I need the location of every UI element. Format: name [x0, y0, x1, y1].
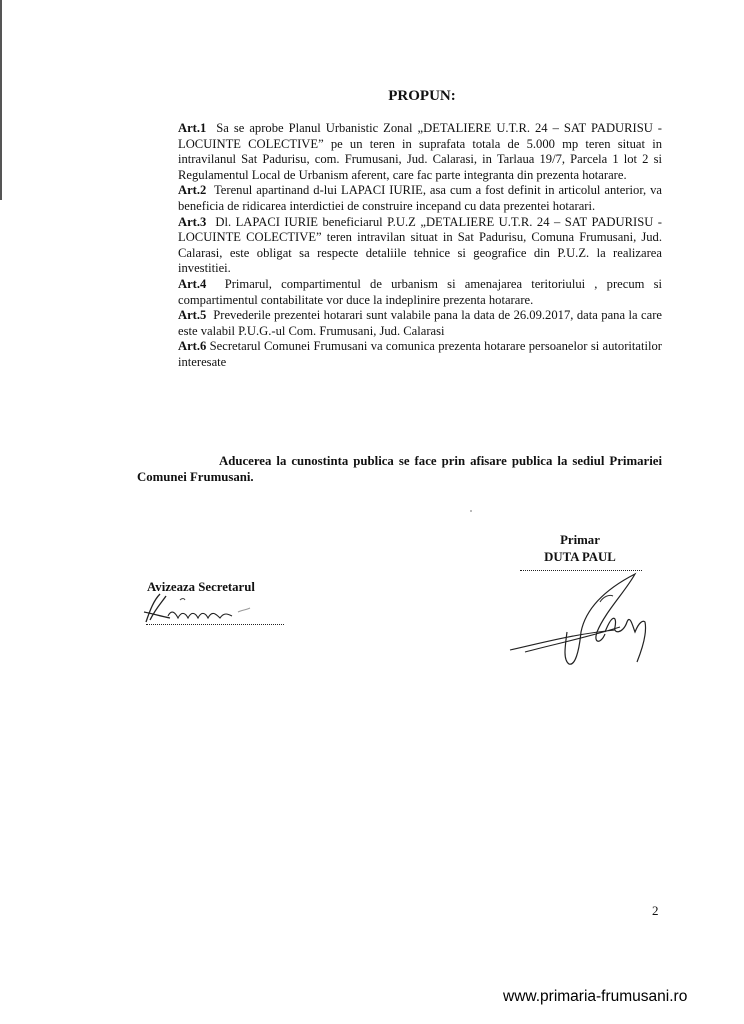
article-1	[178, 121, 662, 183]
article-3	[178, 215, 662, 277]
article-4	[178, 277, 662, 308]
article-label: Art.3	[178, 214, 207, 229]
article-5	[178, 308, 662, 339]
article-text: Sa se aprobe Planul Urbanistic Zonal „DETALIERE U.T.R. 24 – SAT PADURISU - LOCUINTE COLECTIVE” pe un teren in suprafata totala de 5.000 mp teren situat in intravilanul Sat Padurisu, com. Frumusani, Jud. Calarasi, in Tarlaua 19/7, Parcela 1 lot 2 si Regulamentul Local de Urbanism aferent, care fac parte integranta din prezenta hotarare.	[178, 121, 662, 182]
article-label: Art.1	[178, 121, 207, 135]
article-text: Prevederile prezentei hotarari sunt valabile pana la data de 26.09.2017, data pana la care este valabil P.U.G.-ul Com. Frumusani, Jud. Calarasi	[178, 308, 663, 338]
article-2	[178, 183, 662, 214]
mayor-signature-line	[520, 568, 642, 571]
mayor-block	[515, 532, 645, 566]
secretary-signature-line	[146, 622, 284, 625]
document-title: PROPUN:	[388, 88, 456, 104]
page-number: 2	[652, 903, 659, 918]
mayor-name: DUTA PAUL	[544, 550, 616, 564]
secretary-label: Avizeaza Secretarul	[147, 580, 255, 594]
mayor-role: Primar	[560, 533, 600, 547]
mayor-signature	[505, 572, 675, 672]
article-text: Primarul, compartimentul de urbanism si amenajarea teritoriului , precum si compartimentul contabilitate vor duce la indeplinire prezenta hotarare.	[178, 276, 662, 307]
article-6	[178, 339, 662, 370]
public-notice: Aducerea la cunostinta publica se face prin afisare publica la sediul Primariei Comunei Frumusani.	[137, 454, 662, 484]
articles-list	[178, 121, 662, 371]
secretary-signature	[140, 590, 260, 626]
article-text: Dl. LAPACI IURIE beneficiarul P.U.Z „DETALIERE U.T.R. 24 – SAT PADURISU - LOCUINTE COLECTIVE” teren intravilan situat in Sat Padurisu, Comuna Frumusani, Jud. Calarasi, este obligat sa respecte detaliile tehnice si geografice din P.U.Z. la realizarea investitiei.	[178, 214, 662, 276]
article-label: Art.4	[178, 276, 207, 291]
article-text: Terenul apartinand d-lui LAPACI IURIE, asa cum a fost definit in articolul anterior, va beneficia de ridicarea interdictiei de construire incepand cu data prezentei hotarari.	[178, 183, 662, 213]
article-label: Art.6	[178, 339, 207, 354]
article-label: Art.2	[178, 183, 207, 198]
scan-speck	[470, 510, 472, 512]
website-footer: www.primaria-frumusani.ro	[503, 988, 688, 1005]
article-label: Art.5	[178, 308, 207, 323]
article-text: Secretarul Comunei Frumusani va comunica prezenta hotarare persoanelor si autoritatilor interesate	[178, 339, 662, 369]
